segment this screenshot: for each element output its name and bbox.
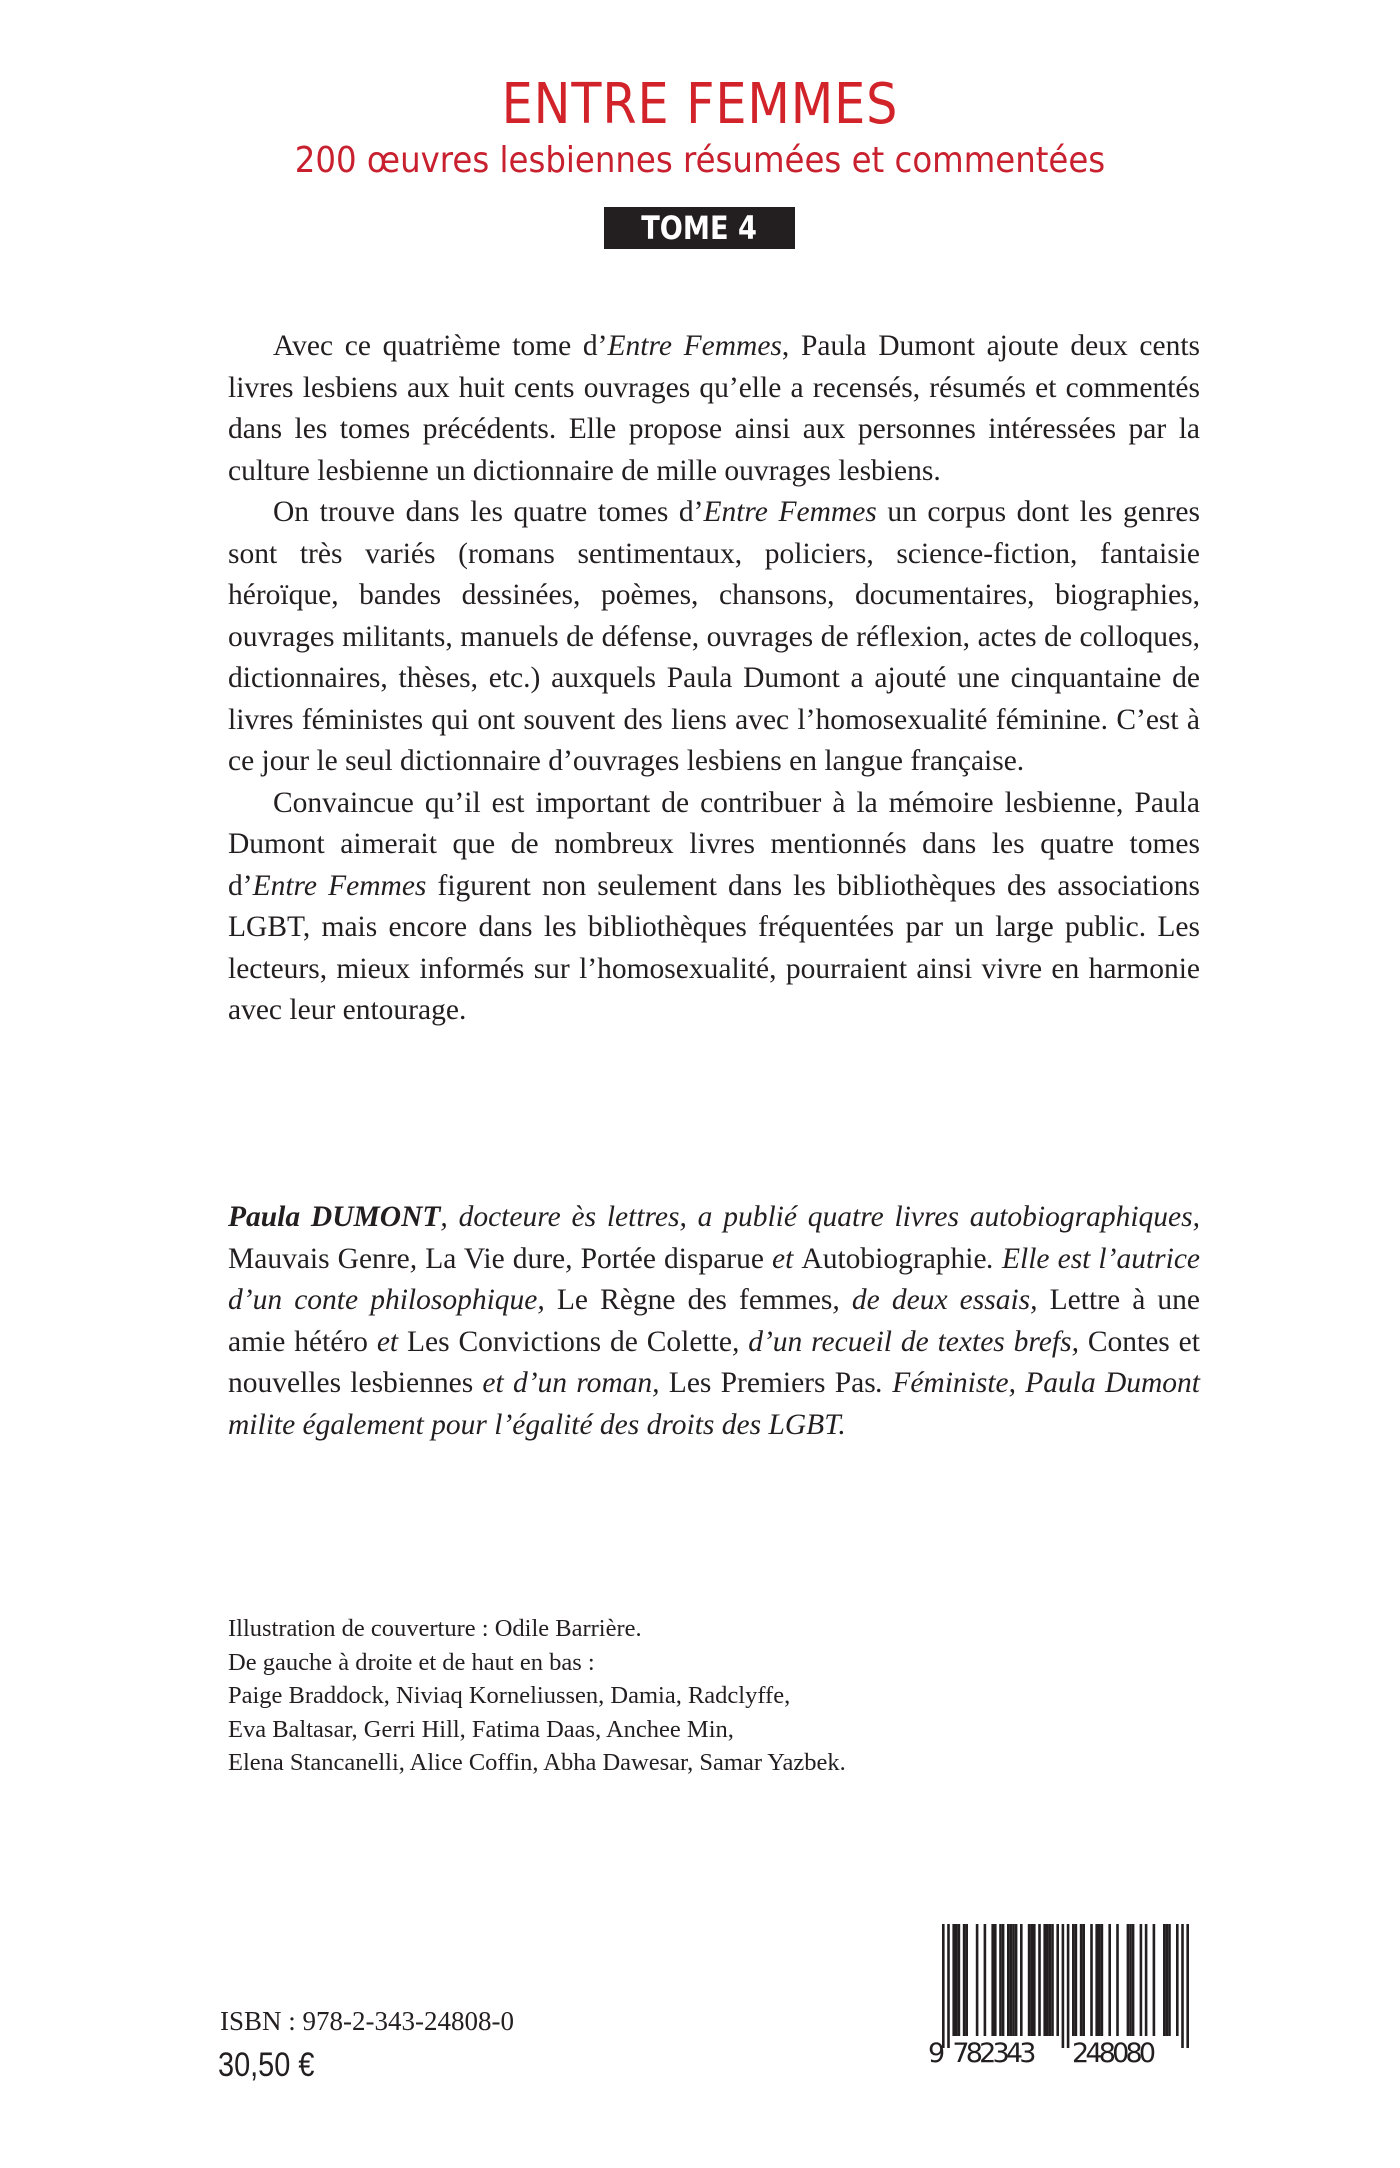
italic-text: ,: [565, 1242, 581, 1275]
barcode-bar: [1132, 1924, 1135, 2036]
barcode-bar: [1101, 1924, 1104, 2036]
credit-line: Eva Baltasar, Gerri Hill, Fatima Daas, Anchee Min,: [228, 1715, 734, 1743]
credit-line: Elena Stancanelli, Alice Coffin, Abha Dawesar, Samar Yazbek.: [228, 1749, 846, 1776]
italic-text: Entre Femmes: [703, 496, 877, 528]
isbn: ISBN : 978-2-343-24808-0: [220, 2006, 514, 2036]
barcode-bar: [984, 1924, 987, 2036]
barcode-bar: [991, 1924, 994, 2036]
barcode-bar: [1046, 1924, 1049, 2036]
text: On trouve dans les quatre tomes d’: [273, 496, 704, 528]
barcode-bar: [965, 1924, 968, 2036]
volume-badge: [604, 207, 795, 249]
barcode-bar: [1116, 1924, 1119, 2036]
barcode-bar: [1098, 1924, 1101, 2036]
barcode-bar: [1062, 1924, 1065, 2048]
barcode-bar: [1020, 1924, 1023, 2036]
barcode-bar: [1072, 1924, 1075, 2036]
barcode: [928, 1924, 1218, 2074]
italic-text: , docteure ès lettres, a publié quatre livres autobiographiques,: [440, 1201, 1200, 1233]
text: Convaincue qu’il est important de contribuer à la mémoire lesbienne, Paula Dumont aimerait que de nombreux livres mentionnés dans les quatre tomes d’: [228, 786, 1200, 902]
description-paragraph: [228, 492, 1200, 783]
book-title: ENTRE FEMMES: [501, 72, 899, 137]
barcode-bar: [1056, 1924, 1059, 2036]
text: Les Premiers Pas: [668, 1367, 876, 1399]
barcode-bar: [947, 1924, 950, 2048]
barcode-bar: [1002, 1924, 1005, 2036]
barcode-bar: [1043, 1924, 1046, 2036]
barcode-bar: [1181, 1924, 1184, 2048]
description: [228, 326, 1200, 1032]
text: un corpus dont les genres sont très variés (romans sentimentaux, policiers, science-fiction, fantaisie héroïque, bandes dessinées, poèmes, chansons, documentaires, biographies, ouvrages militants, manuels de défense, ouvrages de réflexion, actes de colloques, dictionnaires, thèses, etc.) auxquels Paula Dumont a ajouté une cinquantaine de livres féministes qui ont souvent des liens avec l’homosexualité féminine. C’est à ce jour le seul dictionnaire d’ouvrages lesbiens en langue française.: [228, 496, 1201, 777]
text: , Paula Dumont ajoute deux cents livres lesbiens aux huit cents ouvrages qu’elle a recensés, résumés et commentés dans les tomes précédents. Elle propose ainsi aux personnes intéressées par la culture lesbienne un dictionnaire de mille ouvrages lesbiens.: [228, 330, 1200, 487]
text: Mauvais Genre: [228, 1242, 410, 1275]
barcode-bar: [1153, 1924, 1156, 2036]
barcode-bar: [976, 1924, 979, 2036]
text: Portée disparue: [580, 1242, 764, 1275]
author-bio-text: [228, 1197, 1200, 1446]
italic-text: , de deux essais,: [832, 1284, 1050, 1316]
italic-text: . Féministe, Paula Dumont milite également pour l’égalité des droits des LGBT.: [228, 1367, 1200, 1441]
barcode-bar: [1095, 1924, 1098, 2036]
barcode-bar: [1015, 1924, 1018, 2036]
barcode-bar: [955, 1924, 958, 2036]
barcode-bar: [1049, 1924, 1052, 2036]
barcode-bar: [1168, 1924, 1171, 2036]
description-paragraph: [228, 326, 1200, 492]
italic-text: Entre Femmes: [607, 330, 782, 362]
barcode-bar: [999, 1924, 1002, 2036]
barcode-bar: [1007, 1924, 1010, 2036]
barcode-bar: [1140, 1924, 1143, 2036]
barcode-bar: [963, 1924, 966, 2036]
barcode-bar: [1067, 1924, 1070, 2048]
price: 30,50 €: [218, 2046, 315, 2084]
barcode-bar: [1028, 1924, 1031, 2036]
barcode-bar: [942, 1924, 945, 2048]
barcode-bar: [952, 1924, 955, 2036]
barcode-bar: [1176, 1924, 1179, 2036]
book-subtitle: 200 œuvres lesbiennes résumées et commentées: [294, 140, 1106, 181]
italic-text: ,: [409, 1242, 426, 1275]
italic-text: . Elle est l’autrice d’un conte philosophique,: [228, 1242, 1201, 1316]
credit-line: Illustration de couverture : Odile Barrière.: [228, 1615, 642, 1642]
text: Lettre à une amie hétéro: [228, 1284, 1201, 1358]
barcode-bar: [1010, 1924, 1013, 2036]
text: La Vie dure: [425, 1242, 566, 1275]
barcode-bar: [1127, 1924, 1130, 2036]
italic-text: et d’un roman,: [473, 1367, 669, 1399]
volume-label: TOME 4: [641, 209, 758, 247]
barcode-bar: [1080, 1924, 1083, 2036]
barcode-bar: [1038, 1924, 1041, 2036]
barcode-bar: [1108, 1924, 1111, 2036]
description-paragraph: [228, 783, 1200, 1032]
author-bio: [228, 1197, 1200, 1446]
credit-line: De gauche à droite et de haut en bas :: [228, 1648, 595, 1676]
barcode-bar: [1090, 1924, 1093, 2036]
cover-credits: [228, 1612, 846, 1780]
barcode-digit-first: 9: [928, 2038, 946, 2069]
text: figurent non seulement dans les bibliothèques des associations LGBT, mais encore dans les bibliothèques fréquentées par un large public. Les lecteurs, mieux informés sur l’homosexualité, pourraient ainsi vivre en harmonie avec leur entourage.: [228, 869, 1200, 1026]
barcode-bar: [1082, 1924, 1085, 2036]
barcode-bar: [1166, 1924, 1169, 2036]
text: Autobiographie: [801, 1242, 987, 1275]
barcode-bar: [958, 1924, 961, 2036]
barcode-bar: [1075, 1924, 1078, 2036]
barcode-bar: [1129, 1924, 1132, 2036]
italic-text: et: [763, 1242, 802, 1275]
barcode-bar: [1051, 1924, 1054, 2036]
italic-text: , d’un recueil de textes brefs,: [731, 1325, 1088, 1358]
barcode-bar: [1012, 1924, 1015, 2036]
barcode-bar: [1030, 1924, 1033, 2036]
barcode-bar: [994, 1924, 997, 2036]
italic-text: Entre Femmes: [252, 869, 427, 902]
text: Contes et nouvelles lesbiennes: [228, 1325, 1200, 1399]
barcode-digits-left: 782343: [952, 2038, 1037, 2069]
italic-text: et: [367, 1325, 408, 1358]
barcode-bar: [1033, 1924, 1036, 2036]
italic-text: Paula DUMONT: [228, 1201, 441, 1233]
text: Avec ce quatrième tome d’: [273, 330, 608, 362]
barcode-digits-right: 248080: [1072, 2038, 1156, 2069]
barcode-bar: [1145, 1924, 1148, 2036]
credit-line: Paige Braddock, Niviaq Korneliussen, Damia, Radclyffe,: [228, 1682, 791, 1709]
text: Les Convictions de Colette: [407, 1325, 732, 1358]
text: Le Règne des femmes: [556, 1284, 833, 1316]
barcode-bar: [1186, 1924, 1189, 2048]
barcode-bar: [1163, 1924, 1166, 2036]
